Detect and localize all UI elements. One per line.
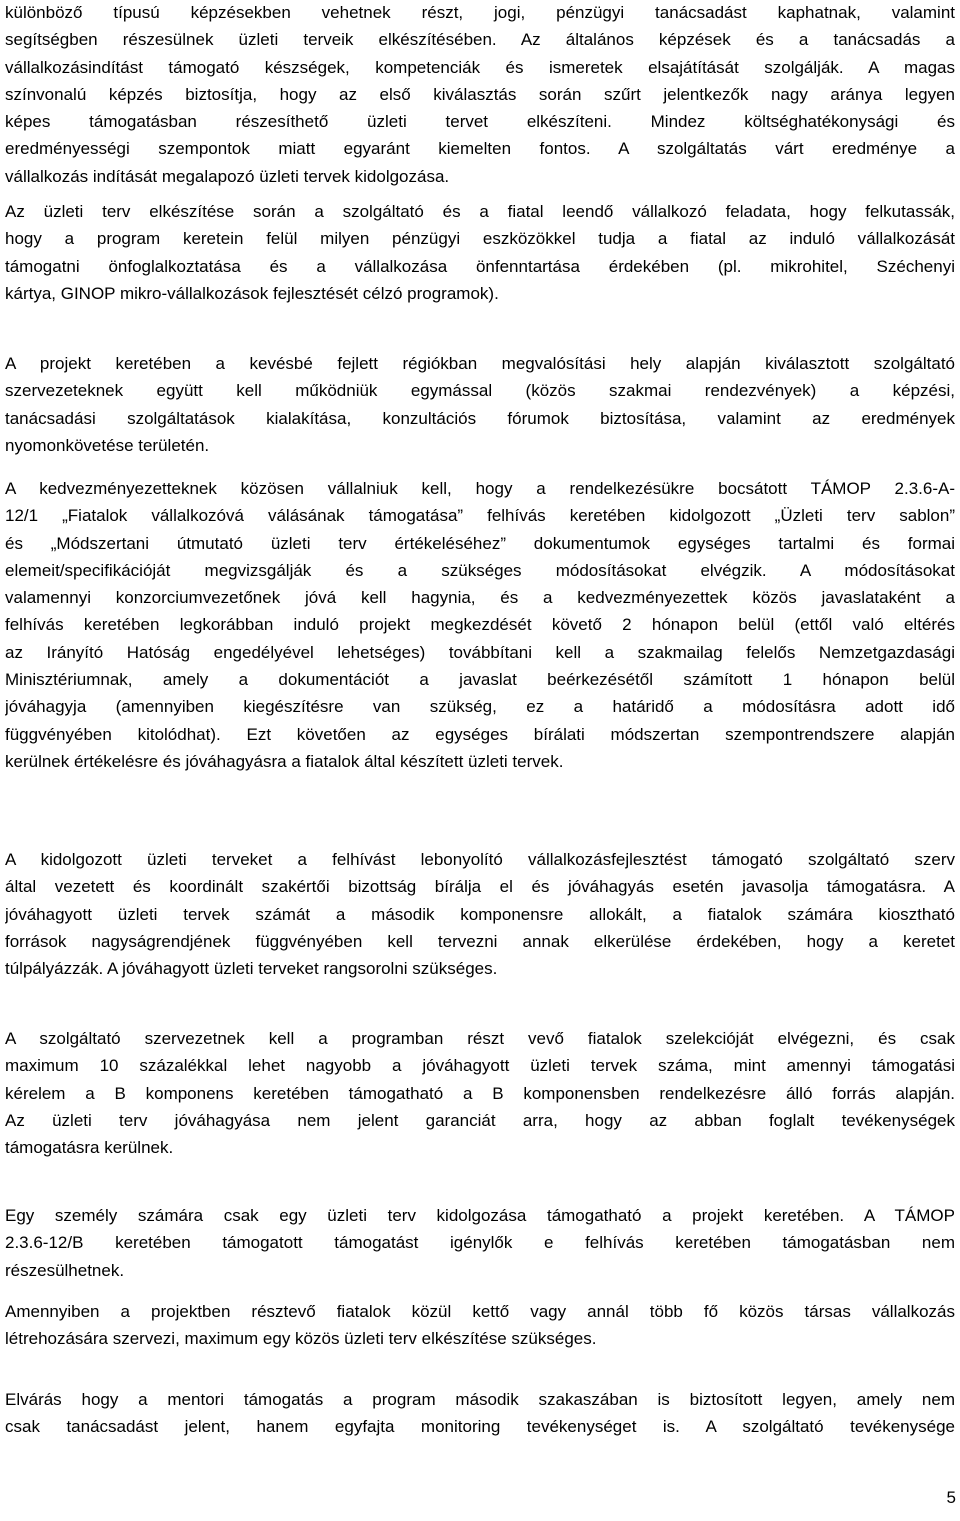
text-line: 2.3.6-12/B keretében támogatott támogatást igénylők e felhívás keretében támogatásban nem [5,1233,955,1253]
text-line: Egy személy számára csak egy üzleti terv kidolgozása támogatható a projekt keretében. A TÁMOP [5,1206,955,1225]
paragraph-approval [5,846,955,982]
text-line: Az üzleti terv elkészítése során a szolgáltató és a fiatal leendő vállalkozó feladata, hogy felkutassák, [5,202,955,221]
text-line: csak tanácsadást jelent, hanem egyfajta monitoring tevékenységet is. A szolgáltató tevékenysége [5,1417,955,1437]
page-number: 5 [946,1488,956,1507]
paragraph-mentoring [5,1386,955,1441]
text-line: kártya, GINOP mikro-vállalkozások fejlesztését célzó programok). [5,283,499,303]
text-line: részesülhetnek. [5,1260,125,1280]
text-line: 12/1 „Fiatalok vállalkozóvá válásának támogatása” felhívás keretében kidolgozott „Üzleti terv sablon” [5,506,955,526]
text-line: függvényében kitolódhat). Ezt követően az egységes bírálati módszertan szempontrendszere alapján [5,724,955,744]
text-line: A kedvezményezetteknek közösen vállalniuk kell, hogy a rendelkezésükre bocsátott TÁMOP 2.3.6-A- [5,479,955,498]
text-line: vállalkozásindítást támogató készségek, kompetenciák és ismeretek elsajátítását szolgálják. A magas [5,57,955,77]
text-line: Az üzleti terv jóváhagyása nem jelent garanciát arra, hogy az abban foglalt tevékenységek [5,1110,955,1130]
text-line: eredményességi szempontok miatt egyaránt kiemelten fontos. A szolgáltatás várt eredménye a [5,139,955,159]
text-line: A kidolgozott üzleti terveket a felhívást lebonyolító vállalkozásfejlesztést támogató szolgáltató szerv [5,850,955,869]
text-line: létrehozására szervezi, maximum egy közös üzleti terv elkészítése szükséges. [5,1329,597,1349]
text-line: tanácsadási szolgáltatások kialakítása, konzultációs fórumok biztosítása, valamint az eredmények [5,408,955,428]
text-line: segítségben részesülnek üzleti terveik elkészítésében. Az általános képzések és a tanácsadás a [5,30,955,50]
paragraph-one-plan [5,1202,955,1284]
text-line: kérelem a B komponens keretében támogatható a B komponensben rendelkezésre álló forrás alapján. [5,1083,955,1103]
paragraph-joint-venture [5,1298,955,1353]
text-line: elemeit/specifikációját megvizsgálják és a szükséges módosításokat elvégzik. A módosításokat [5,560,955,580]
paragraph-regional-cooperation [5,350,955,459]
paragraph-selection [5,1025,955,1161]
text-line: színvonalú képzés biztosítja, hogy az első kiválasztás során szűrt jelentkezők nagy aránya legyen [5,84,955,104]
text-line: jóváhagyott üzleti tervek számát a második komponensre allokált, a fiatalok számára kiosztható [5,904,955,924]
text-line: által vezetett és koordinált szakértői bizottság bírálja el és jóváhagyás esetén javasolja támogatásra. A [5,877,955,897]
text-line: különböző típusú képzésekben vehetnek részt, jogi, pénzügyi tanácsadást kaphatnak, valamint [5,3,955,22]
text-line: képes támogatásban részesíthető üzleti tervet elkészíteni. Mindez költséghatékonysági és [5,112,955,132]
text-line: források nagyságrendjének függvényében kell tervezni annak elkerülése érdekében, hogy a keretet [5,931,955,951]
text-line: vállalkozás indítását megalapozó üzleti tervek kidolgozása. [5,166,450,186]
text-line: és „Módszertani útmutató üzleti terv értékeléséhez” dokumentumok egységes tartalmi és formai [5,533,955,553]
text-line: valamennyi konzorciumvezetőnek jóvá kell hagynia, és a kedvezményezettek közös javaslataként a [5,588,955,608]
text-line: A projekt keretében a kevésbé fejlett régiókban megvalósítási hely alapján kiválasztott szolgáltató [5,354,955,373]
text-line: felhívás keretében legkorábban induló projekt megkezdését követő 2 hónapon belül (ettől való eltérés [5,615,955,635]
text-line: támogatásra kerülnek. [5,1138,174,1158]
paragraph-templates [5,475,955,775]
text-line: Minisztériumnak, amely a dokumentációt a javaslat beérkezésétől számított 1 hónapon belül [5,670,955,690]
paragraph-training [5,0,955,190]
text-line: jóváhagyja (amennyiben kiegészítésre van szükség, ez a határidő a módosításra adott idő [5,697,955,717]
text-line: hogy a program keretein felül milyen pénzügyi eszközökkel tudja a fiatal az induló vállalkozását [5,229,955,249]
text-line: nyomonkövetése területén. [5,435,210,455]
text-line: A szolgáltató szervezetnek kell a programban részt vevő fiatalok szelekcióját elvégezni, és csak [5,1029,955,1048]
text-line: túlpályázzák. A jóváhagyott üzleti terveket rangsorolni szükséges. [5,959,498,979]
text-line: támogatni önfoglalkoztatása és a vállalkozása önfenntartása érdekében (pl. mikrohitel, Széchenyi [5,256,955,276]
text-line: Elvárás hogy a mentori támogatás a program második szakaszában is biztosított legyen, amely nem [5,1390,955,1409]
text-line: kerülnek értékelésre és jóváhagyásra a fiatalok által készített üzleti tervek. [5,751,564,771]
text-line: szervezeteknek együtt kell működniük egymással (közös szakmai rendezvények) a képzési, [5,381,955,401]
paragraph-business-plan [5,198,955,307]
text-line: az Irányító Hatóság engedélyével lehetséges) továbbítani kell a szakmailag felelős Nemzetgazdasági [5,642,955,662]
text-line: Amennyiben a projektben résztevő fiatalok közül kettő vagy annál több fő közös társas vállalkozás [5,1302,955,1321]
text-line: maximum 10 százalékkal lehet nagyobb a jóváhagyott üzleti tervek száma, mint amennyi támogatási [5,1056,955,1076]
